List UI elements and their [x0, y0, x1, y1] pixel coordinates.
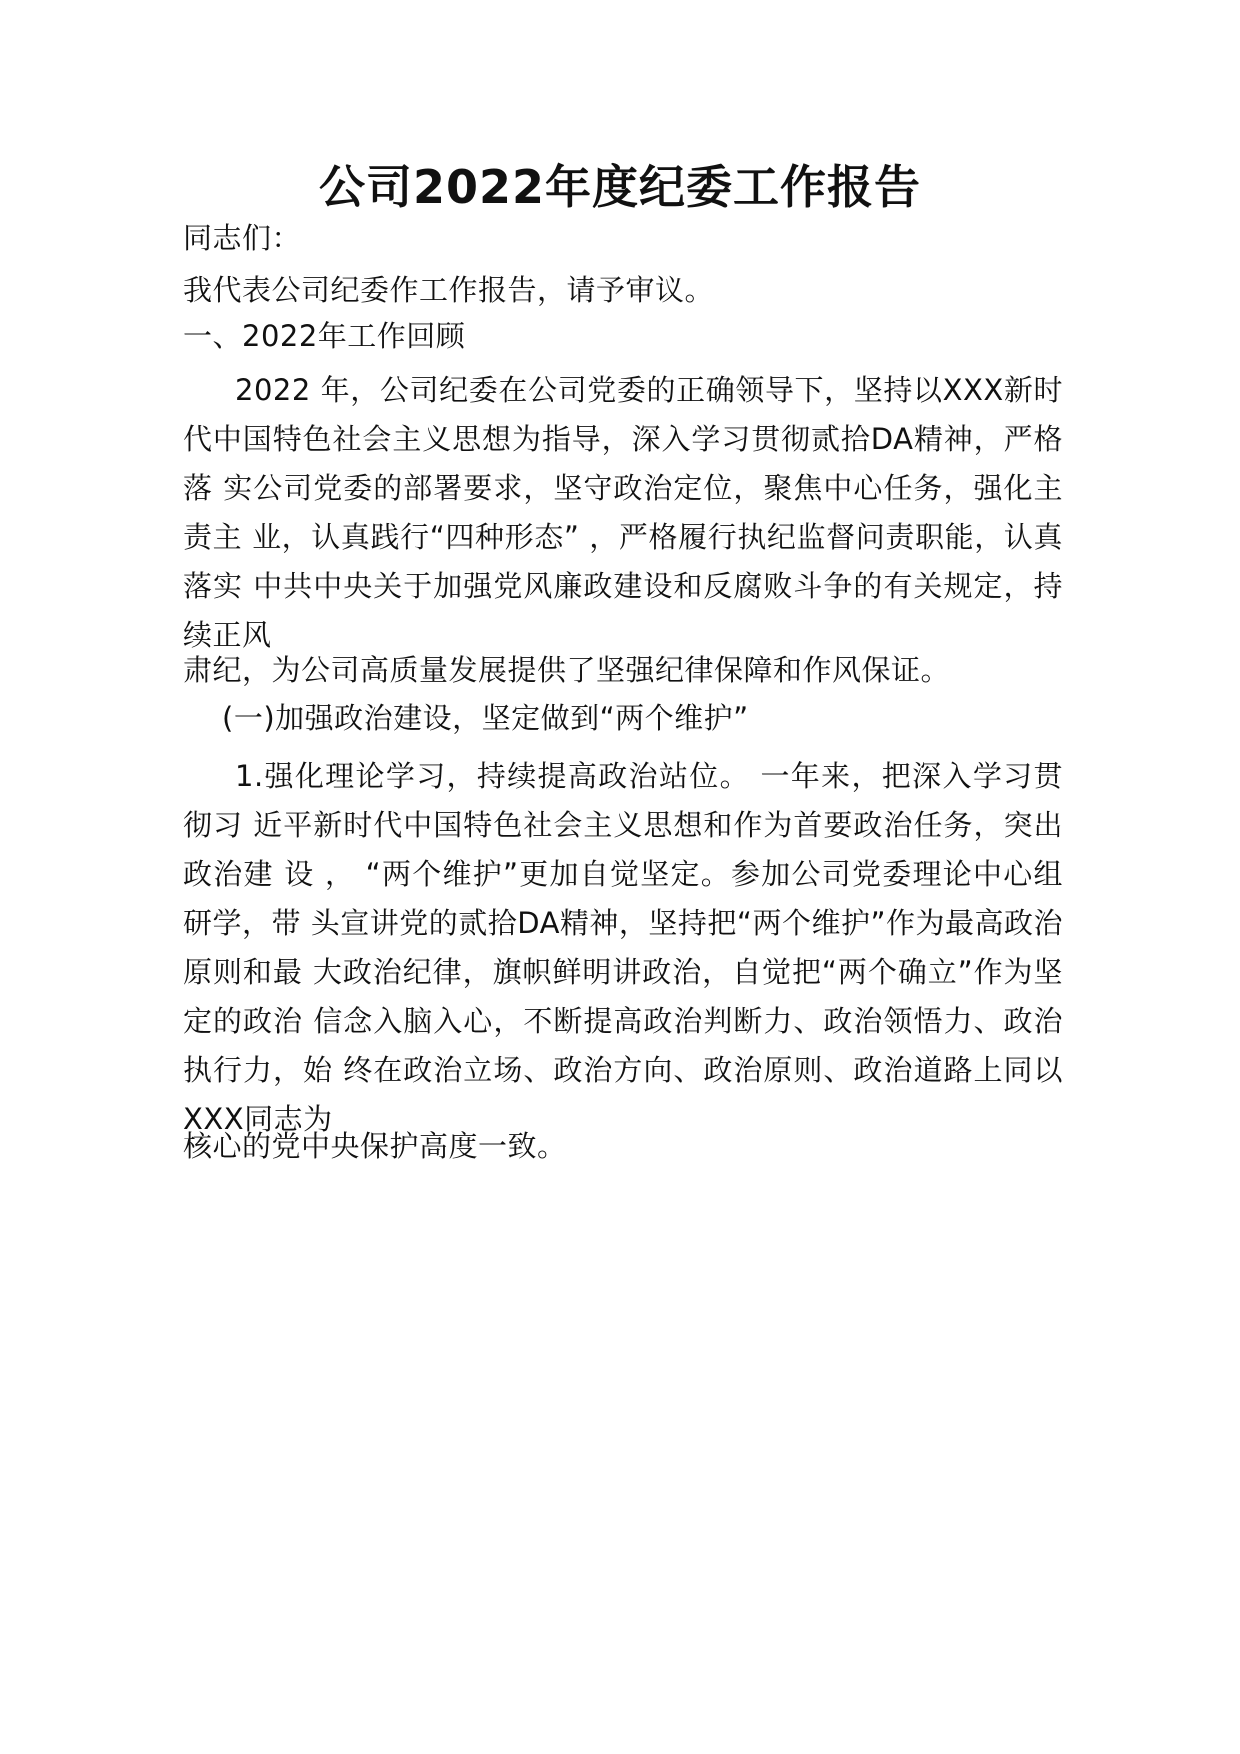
- paragraph-review: 2022 年，公司纪委在公司党委的正确领导下，坚持以XXX新时代中国特色社会主义思想为指导，深入学习贯彻贰拾DA精神，严格落 实公司党委的部署要求，坚守政治定位，聚焦中心任务，强化主责主 业，认真践行“四种形态” ，严格履行执纪监督问责职能，认真落实 中共中央关于加强党风廉政建设和反腐败斗争的有关规定，持续正风: [183, 373, 1063, 652]
- salutation: 同志们：: [183, 221, 302, 255]
- intro-paragraph: 我代表公司纪委作工作报告，请予审议。: [183, 273, 715, 307]
- paragraph-review-continued: 肃纪，为公司高质量发展提供了坚强纪律保障和作风保证。: [183, 653, 951, 687]
- paragraph-theory-study-continued: 核心的党中央保护高度一致。: [183, 1129, 567, 1163]
- paragraph-theory-study: 1.强化理论学习，持续提高政治站位。 一年来，把深入学习贯彻习 近平新时代中国特色社会主义思想和作为首要政治任务，突出政治建 设 ， “两个维护”更加自觉坚定。参加公司党委理论中心组研学，带 头宣讲党的贰拾DA精神，坚持把“两个维护”作为最高政治原则和最 大政治纪律，旗帜鲜明讲政治，自觉把“两个确立”作为坚定的政治 信念入脑入心，不断提高政治判断力、政治领悟力、政治执行力，始 终在政治立场、政治方向、政治原则、政治道路上同以XXX同志为: [183, 759, 1063, 1136]
- document-title: 公司2022年度纪委工作报告: [318, 160, 922, 214]
- subsection-heading: (一)加强政治建设，坚定做到“两个维护”: [222, 701, 749, 735]
- section-heading: 一、2022年工作回顾: [183, 319, 466, 353]
